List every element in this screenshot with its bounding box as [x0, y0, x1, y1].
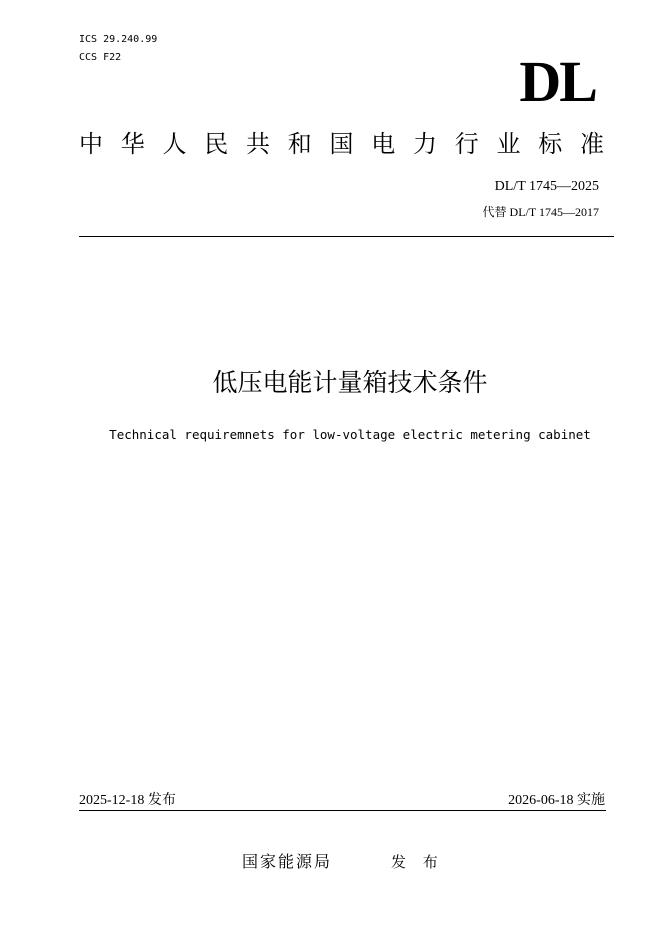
header-divider [79, 236, 614, 237]
standard-category-char: 人 [162, 130, 187, 158]
ics-code: ICS 29.240.99 [79, 34, 158, 45]
standard-category-char: 业 [496, 130, 521, 158]
document-title-en: Technical requiremnets for low-voltage electric metering cabinet [109, 427, 591, 442]
standard-category-char: 华 [120, 130, 145, 158]
standard-category-char: 行 [454, 130, 479, 158]
publisher-name: 国家能源局 [242, 852, 333, 871]
standard-category-char: 准 [580, 130, 604, 158]
document-title-cn: 低压电能计量箱技术条件 [212, 368, 488, 397]
dl-logo: DL [519, 49, 596, 114]
footer-divider [79, 810, 606, 811]
implementation-date: 2026-06-18 实施 [508, 793, 605, 808]
ccs-code: CCS F22 [79, 52, 122, 63]
standard-number: DL/T 1745—2025 [494, 179, 599, 194]
publish-label: 发 布 [391, 853, 444, 871]
issue-date: 2025-12-18 发布 [79, 793, 176, 808]
standard-category-char: 电 [371, 130, 396, 158]
standard-category-char: 力 [413, 130, 437, 158]
standard-category-title [79, 128, 604, 160]
standard-category-char: 中 [79, 130, 103, 158]
replaces-standard: 代替 DL/T 1745—2017 [482, 205, 599, 219]
standard-category-char: 共 [246, 130, 270, 158]
standard-category-char: 民 [204, 130, 229, 158]
standard-category-char: 标 [538, 130, 563, 158]
standard-category-char: 国 [329, 130, 354, 158]
standard-category-char: 和 [287, 130, 312, 158]
